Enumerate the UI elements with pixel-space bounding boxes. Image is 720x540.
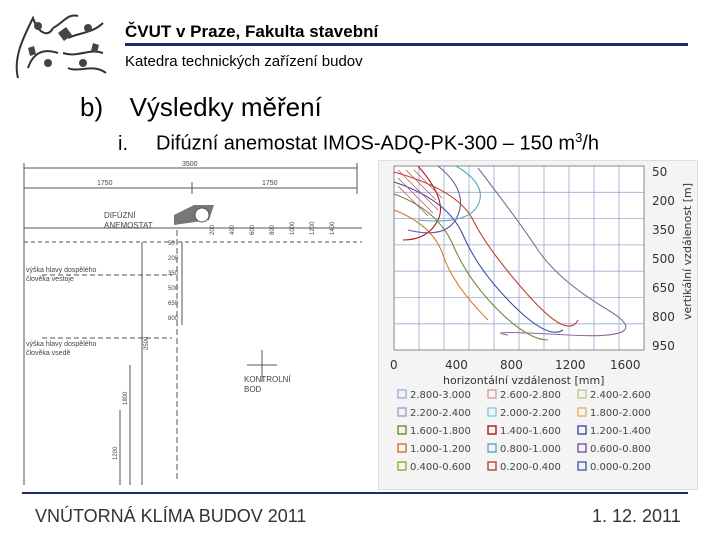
footer-course: VNÚTORNÁ KLÍMA BUDOV 2011 <box>35 506 307 526</box>
department-subtitle: Katedra technických zařízení budov <box>125 53 363 70</box>
x-tick-label: 0 <box>390 358 398 372</box>
control-label-1: KONTROLNÍ <box>244 375 291 384</box>
y-tick-label: 500 <box>652 252 675 266</box>
legend-label: 1.400-1.600 <box>500 426 561 437</box>
drawing-top-tick: 400 <box>230 224 236 235</box>
dim-total: 3500 <box>182 161 198 168</box>
y-tick-label: 200 <box>652 194 675 208</box>
drawing-side-tick: 50 <box>168 241 175 247</box>
legend-label: 0.400-0.600 <box>410 462 471 473</box>
drawing-side-tick: 350 <box>168 271 179 277</box>
diffuser-symbol <box>174 205 214 225</box>
drawing-top-tick: 200 <box>210 224 216 235</box>
section-title: Výsledky měření <box>129 92 322 122</box>
item-suffix: /h <box>582 132 599 155</box>
vdim-3: 1200 <box>113 446 119 460</box>
y-tick-label: 650 <box>652 281 675 295</box>
legend-label: 1.200-1.400 <box>590 426 651 437</box>
dim-left: 1750 <box>97 180 113 187</box>
item-text: Difúzní anemostat IMOS-ADQ-PK-300 – 150 m <box>156 132 576 155</box>
faculty-title: ČVUT v Praze, Fakulta stavební <box>125 22 379 41</box>
section-heading <box>80 92 322 123</box>
diffuser-label-2: ANEMOSTAT <box>104 221 153 230</box>
sitting-label-1: výška hlavy dospělého <box>26 341 97 348</box>
y-tick-label: 50 <box>652 165 668 179</box>
legend-label: 2.200-2.400 <box>410 408 471 419</box>
legend-label: 0.600-0.800 <box>590 444 651 455</box>
drawing-top-tick: 600 <box>250 224 256 235</box>
control-label-2: BOD <box>244 385 262 394</box>
drawing-side-tick: 200 <box>168 256 179 262</box>
sitting-label-2: člověka vsedě <box>26 350 71 357</box>
legend-label: 0.000-0.200 <box>590 462 651 473</box>
legend-label: 0.800-1.000 <box>500 444 561 455</box>
section-marker: b) <box>80 92 104 122</box>
legend-label: 2.600-2.800 <box>500 390 561 401</box>
drawing-side-tick: 800 <box>168 316 179 322</box>
legend-label: 1.800-2.000 <box>590 408 651 419</box>
vdim-2: 1800 <box>123 391 129 405</box>
drawing-top-tick: 1200 <box>310 221 316 235</box>
y-tick-label: 800 <box>652 310 675 324</box>
y-tick-label: 950 <box>652 339 675 353</box>
list-item <box>118 130 599 156</box>
legend-label: 2.400-2.600 <box>590 390 651 401</box>
standing-label-2: člověka vestoje <box>26 276 74 283</box>
vdim-1: 2500 <box>144 336 150 350</box>
cvut-logo <box>8 8 113 86</box>
drawing-top-tick: 1400 <box>330 221 336 235</box>
footer-date: 1. 12. 2011 <box>592 506 681 526</box>
drawing-side-tick: 650 <box>168 301 179 307</box>
y-tick-label: 350 <box>652 223 675 237</box>
item-number: i. <box>118 132 128 155</box>
drawing-top-tick: 1000 <box>290 221 296 235</box>
dim-right: 1750 <box>262 180 278 187</box>
standing-label-1: výška hlavy dospělého <box>26 267 97 274</box>
velocity-contour-image <box>378 160 698 490</box>
legend-label: 2.000-2.200 <box>500 408 561 419</box>
legend-label: 2.800-3.000 <box>410 390 471 401</box>
x-axis-label: horizontální vzdálenost [mm] <box>443 374 605 387</box>
x-tick-label: 1600 <box>610 358 641 372</box>
technical-drawing <box>22 160 377 485</box>
drawing-side-tick: 500 <box>168 286 179 292</box>
legend-label: 1.000-1.200 <box>410 444 471 455</box>
x-tick-label: 1200 <box>555 358 586 372</box>
item-superscript: 3 <box>575 130 583 145</box>
legend-label: 1.600-1.800 <box>410 426 471 437</box>
header-divider <box>125 43 688 46</box>
legend-label: 0.200-0.400 <box>500 462 561 473</box>
footer-divider <box>22 492 688 494</box>
x-tick-label: 800 <box>500 358 523 372</box>
y-axis-label: vertikální vzdálenost [m] <box>681 182 694 320</box>
x-tick-label: 400 <box>445 358 468 372</box>
diffuser-label-1: DIFÚZNÍ <box>104 211 136 220</box>
drawing-top-tick: 800 <box>270 224 276 235</box>
